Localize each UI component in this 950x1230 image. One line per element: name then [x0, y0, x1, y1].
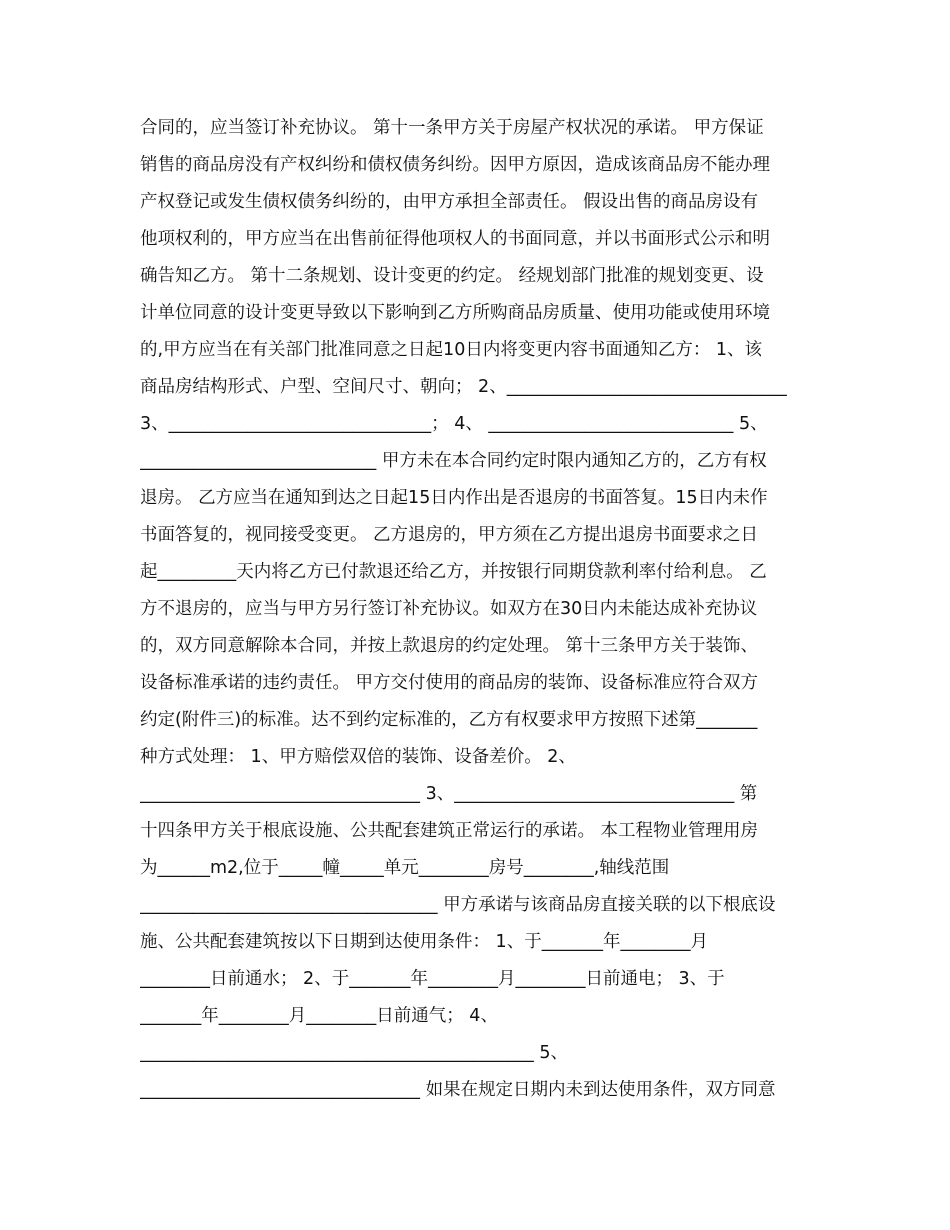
- text-segment: 计单位同意的设计变更导致以下影响到乙方所购商品房质量、使用功能或使用环境: [140, 303, 770, 323]
- text-line: [140, 854, 812, 882]
- text-segment: ________________________________ 3、________________________________ 第: [140, 784, 758, 804]
- text-segment: _______年________月________日前通气； 4、: [140, 1006, 498, 1026]
- text-segment: 的，双方同意解除本合同，并按上款退房的约定处理。 第十三条甲方关于装饰、: [140, 636, 759, 656]
- text-line: [140, 114, 812, 142]
- text-segment: 产权登记或发生债权债务纠纷的，由甲方承担全部责任。 假设出售的商品房设有: [140, 192, 759, 212]
- text-segment: __________________________________ 甲方承诺与该商品房直接关联的以下根底设: [140, 895, 776, 915]
- text-line: [140, 484, 812, 512]
- text-segment: 施、公共配套建筑按以下日期到达使用条件： 1、于_______年________月: [140, 932, 708, 952]
- text-line: [140, 410, 812, 438]
- text-segment: 合同的，应当签订补充协议。 第十一条甲方关于房屋产权状况的承诺。 甲方保证: [140, 118, 764, 138]
- text-line: [140, 188, 812, 216]
- text-segment: 退房。 乙方应当在通知到达之日起15日内作出是否退房的书面答复。15日内未作: [140, 488, 768, 508]
- text-segment: 他项权利的，甲方应当在出售前征得他项权人的书面同意，并以书面形式公示和明: [140, 229, 770, 249]
- text-segment: 起_________天内将乙方已付款退还给乙方，并按银行同期贷款利率付给利息。 乙: [140, 562, 767, 582]
- text-line: [140, 558, 812, 586]
- text-line: [140, 225, 812, 253]
- text-segment: 十四条甲方关于根底设施、公共配套建筑正常运行的承诺。 本工程物业管理用房: [140, 821, 759, 841]
- text-line: [140, 780, 812, 808]
- text-segment: ___________________________ 甲方未在本合同约定时限内通知乙方的，乙方有权: [140, 451, 767, 471]
- text-segment: 3、______________________________； 4、 ____________________________ 5、: [140, 414, 768, 434]
- text-segment: 确告知乙方。 第十二条规划、设计变更的约定。 经规划部门批准的规划变更、设: [140, 266, 764, 286]
- text-line: [140, 447, 812, 475]
- text-segment: 方不退房的，应当与甲方另行签订补充协议。如双方在30日内未能达成补充协议: [140, 599, 758, 619]
- text-line: [140, 262, 812, 290]
- text-line: [140, 151, 812, 179]
- text-segment: 商品房结构形式、户型、空间尺寸、朝向； 2、________________________________: [140, 377, 787, 397]
- text-segment: 的,甲方应当在有关部门批准同意之日起10日内将变更内容书面通知乙方： 1、该: [140, 340, 763, 360]
- text-line: [140, 669, 812, 697]
- text-line: [140, 928, 812, 956]
- text-line: [140, 595, 812, 623]
- text-segment: 销售的商品房没有产权纠纷和债权债务纠纷。因甲方原因，造成该商品房不能办理: [140, 155, 770, 175]
- text-segment: 书面答复的，视同接受变更。 乙方退房的，甲方须在乙方提出退房书面要求之日: [140, 525, 759, 545]
- text-line: [140, 743, 812, 771]
- text-segment: 为______m2,位于_____幢_____单元________房号________,轴线范围: [140, 858, 670, 878]
- text-segment: 约定(附件三)的标准。达不到约定标准的，乙方有权要求甲方按照下述第_______: [140, 710, 758, 730]
- text-line: [140, 1039, 812, 1067]
- text-segment: _____________________________________________ 5、: [140, 1043, 568, 1063]
- text-segment: ________________________________ 如果在规定日期内未到达使用条件，双方同意: [140, 1080, 776, 1100]
- text-line: [140, 521, 812, 549]
- text-line: [140, 965, 812, 993]
- text-line: [140, 299, 812, 327]
- text-line: [140, 373, 812, 401]
- text-line: [140, 632, 812, 660]
- text-line: [140, 1002, 812, 1030]
- text-line: [140, 1076, 812, 1104]
- text-segment: 种方式处理： 1、甲方赔偿双倍的装饰、设备差价。 2、: [140, 747, 576, 767]
- text-line: [140, 817, 812, 845]
- text-line: [140, 891, 812, 919]
- text-line: [140, 706, 812, 734]
- text-segment: 设备标准承诺的违约责任。 甲方交付使用的商品房的装饰、设备标准应符合双方: [140, 673, 759, 693]
- text-line: [140, 336, 812, 364]
- text-segment: ________日前通水； 2、于_______年________月________日前通电； 3、于: [140, 969, 725, 989]
